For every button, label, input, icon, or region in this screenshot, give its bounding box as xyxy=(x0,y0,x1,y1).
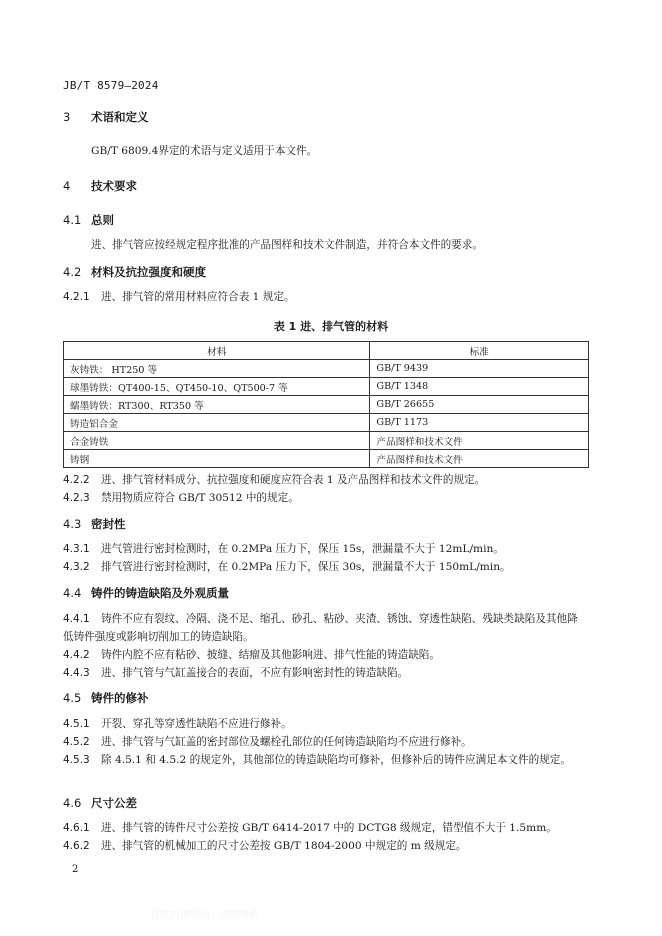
table-1-caption: 表 1 进、排气管的材料 xyxy=(273,320,389,333)
clause-text: 除 4.5.1 和 4.5.2 的规定外，其他部位的铸造缺陷均可修补，但修补后的铸件应满足本文件的规定。 xyxy=(101,754,571,766)
clause-text: 进、排气管的机械加工的尺寸公差按 GB/T 1804-2000 中规定的 m 级规定。 xyxy=(101,840,467,852)
clause-text: 开裂、穿孔等穿透性缺陷不应进行修补。 xyxy=(101,718,292,730)
section-4-1-body: 进、排气管应按经规定程序批准的产品图样和技术文件制造，并符合本文件的要求。 xyxy=(91,239,483,251)
standard-cell: 产品图样和技术文件 xyxy=(370,450,589,468)
table-row xyxy=(64,432,589,450)
material-cell: 蠕墨铸铁：RT300、RT350 等 xyxy=(64,396,370,414)
clause-text: 进、排气管与气缸盖的密封部位及螺栓孔部位的任何铸造缺陷均不应进行修补。 xyxy=(101,736,472,748)
section-title: 总则 xyxy=(91,213,114,227)
clause-4-6-2 xyxy=(63,837,467,855)
clause-4-4-3 xyxy=(63,664,408,682)
clause-number: 4.5.2 xyxy=(63,736,90,748)
section-number: 4.2 xyxy=(63,265,82,279)
clause-number: 4.4.3 xyxy=(63,667,90,679)
clause-4-3-1 xyxy=(63,540,504,558)
material-cell: 合金铸铁 xyxy=(64,432,370,450)
clause-4-2-3 xyxy=(63,489,299,507)
section-number: 4.5 xyxy=(63,691,82,705)
table-row xyxy=(64,378,589,396)
section-4-3-heading xyxy=(63,516,126,532)
section-number: 4 xyxy=(63,179,71,193)
footer-watermark: 仅供内部使用 · 请勿外传 xyxy=(150,910,260,921)
section-3-body: GB/T 6809.4界定的术语与定义适用于本文件。 xyxy=(91,145,318,157)
material-cell: 灰铸铁： HT250 等 xyxy=(64,360,370,378)
section-title: 密封性 xyxy=(91,517,126,531)
clause-text: 铸件不应有裂纹、冷隔、浇不足、缩孔、砂孔、粘砂、夹渣、锈蚀、穿透性缺陷、残缺类缺陷及其他降低铸件强度或影响切削加工的铸造缺陷。 xyxy=(63,613,578,643)
clause-number: 4.2.3 xyxy=(63,492,90,504)
clause-4-3-2 xyxy=(63,558,511,576)
clause-text: 禁用物质应符合 GB/T 30512 中的规定。 xyxy=(101,492,299,504)
standard-cell: GB/T 9439 xyxy=(370,360,589,378)
section-number: 4.3 xyxy=(63,517,82,531)
standard-cell: GB/T 1348 xyxy=(370,378,589,396)
column-header-standard: 标准 xyxy=(370,342,589,360)
standard-cell: 产品图样和技术文件 xyxy=(370,432,589,450)
clause-number: 4.6.2 xyxy=(63,840,90,852)
section-4-heading xyxy=(63,178,137,194)
clause-number: 4.6.1 xyxy=(63,822,90,834)
section-3-heading xyxy=(63,109,149,125)
clause-4-5-3 xyxy=(63,751,588,769)
document-id: JB/T 8579—2024 xyxy=(63,79,159,92)
clause-text: 进、排气管与气缸盖接合的表面，不应有影响密封性的铸造缺陷。 xyxy=(101,667,409,679)
section-title: 材料及抗拉强度和硬度 xyxy=(91,265,206,279)
clause-number: 4.2.1 xyxy=(63,291,90,303)
clause-text: 进、排气管材料成分、抗拉强度和硬度应符合表 1 及产品图样和技术文件的规定。 xyxy=(101,474,486,486)
material-cell: 铸造铝合金 xyxy=(64,414,370,432)
section-4-2-heading xyxy=(63,264,206,280)
clause-4-6-1 xyxy=(63,819,557,837)
clause-text: 进、排气管的常用材料应符合表 1 规定。 xyxy=(101,291,295,303)
clause-text: 进、排气管的铸件尺寸公差按 GB/T 6414-2017 中的 DCTG8 级规定，错型值不大于 1.5mm。 xyxy=(101,822,557,834)
section-title: 铸件的铸造缺陷及外观质量 xyxy=(91,586,229,600)
table-row xyxy=(64,450,589,468)
section-number: 4.4 xyxy=(63,586,82,600)
section-title: 技术要求 xyxy=(91,179,137,193)
clause-4-4-1 xyxy=(63,610,588,646)
clause-number: 4.4.2 xyxy=(63,649,90,661)
section-title: 铸件的修补 xyxy=(91,691,149,705)
section-4-1-heading xyxy=(63,212,114,228)
column-header-material: 材料 xyxy=(64,342,370,360)
material-cell: 球墨铸铁：QT400-15、QT450-10、QT500-7 等 xyxy=(64,378,370,396)
clause-4-2-2 xyxy=(63,471,485,489)
clause-number: 4.5.3 xyxy=(63,754,90,766)
clause-4-5-2 xyxy=(63,733,472,751)
clause-number: 4.3.1 xyxy=(63,543,90,555)
section-title: 术语和定义 xyxy=(91,110,149,124)
clause-4-5-1 xyxy=(63,715,292,733)
standard-cell: GB/T 1173 xyxy=(370,414,589,432)
clause-number: 4.2.2 xyxy=(63,474,90,486)
clause-number: 4.4.1 xyxy=(63,613,90,625)
section-4-6-heading xyxy=(63,795,137,811)
section-number: 3 xyxy=(63,110,71,124)
table-row xyxy=(64,360,589,378)
materials-table xyxy=(63,341,589,468)
section-4-5-heading xyxy=(63,690,149,706)
clause-4-2-1 xyxy=(63,288,295,306)
table-row xyxy=(64,414,589,432)
table-row xyxy=(64,396,589,414)
section-4-4-heading xyxy=(63,585,229,601)
page-number: 2 xyxy=(72,864,79,875)
clause-text: 排气管进行密封检测时，在 0.2MPa 压力下，保压 30s，泄漏量不大于 150mL/min。 xyxy=(101,561,511,573)
standard-cell: GB/T 26655 xyxy=(370,396,589,414)
section-number: 4.1 xyxy=(63,213,82,227)
clause-number: 4.3.2 xyxy=(63,561,90,573)
clause-4-4-2 xyxy=(63,646,440,664)
clause-text: 进气管进行密封检测时，在 0.2MPa 压力下，保压 15s，泄漏量不大于 12mL/min。 xyxy=(101,543,504,555)
clause-text: 铸件内腔不应有粘砂、披缝、结瘤及其他影响进、排气性能的铸造缺陷。 xyxy=(101,649,440,661)
table-header-row xyxy=(64,342,589,360)
clause-number: 4.5.1 xyxy=(63,718,90,730)
section-title: 尺寸公差 xyxy=(91,796,137,810)
material-cell: 铸钢 xyxy=(64,450,370,468)
section-number: 4.6 xyxy=(63,796,82,810)
